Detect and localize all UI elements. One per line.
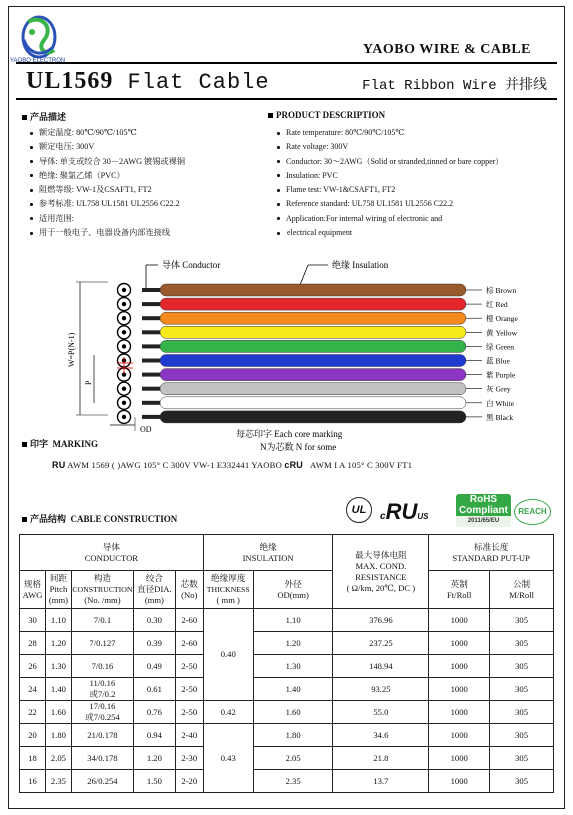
list-item: Rate temperature: 80℃/90℃/105℃ [277, 126, 503, 140]
desc-cn-heading: 产品描述 [22, 110, 66, 123]
resistance-header: 最大导体电阻 MAX. COND. RESISTANCE ( Ω/km, 20℃, DC ) [333, 535, 429, 609]
conductor-strand [142, 302, 162, 306]
m-roll-header: 公制 M/Roll [490, 571, 554, 609]
desc-en-heading: PRODUCT DESCRIPTION [268, 110, 385, 120]
ul-recognized-icon: RU [289, 460, 303, 470]
conductor-strand [142, 401, 162, 405]
table-header-row [20, 535, 554, 571]
conductor-dot [122, 344, 126, 348]
cable-construction-table [19, 534, 554, 793]
conductor-strand [142, 373, 162, 377]
wire-color-label: 橙 Orange [486, 314, 518, 324]
construction-heading: 产品结构 CABLE CONSTRUCTION [22, 512, 177, 525]
thickness-group-3: 0.43 [203, 724, 253, 793]
construction-header: 构造 CONSTRUCTION (No. /mm) [71, 571, 133, 609]
table-row: 24 1.40 11/0.16 或7/0.2 0.61 2-50 1.40 93.25 1000 305 [20, 678, 554, 701]
bullet-square-icon [22, 442, 27, 447]
bullet-square-icon [22, 517, 27, 522]
wire-band-purple [160, 369, 466, 381]
wire-color-label: 白 White [486, 398, 515, 408]
insulation-group-header: 绝缘 INSULATION [203, 535, 333, 571]
ul-listed-icon: UL [346, 497, 372, 523]
company-name: YAOBO WIRE & CABLE [362, 42, 531, 57]
conductor-strand [142, 415, 162, 419]
conductor-strand [142, 330, 162, 334]
c-mark-icon: c [284, 460, 290, 470]
wire-color-label: 红 Red [486, 300, 508, 310]
list-item: Conductor: 30～2AWG（Solid or stranded,tinned or bare copper） [277, 155, 503, 169]
putup-group-header: 标准长度 STANDARD PUT-UP [429, 535, 554, 571]
conductor-strand [142, 316, 162, 320]
title-rule [16, 98, 557, 100]
cores-header: 芯数 (No) [175, 571, 203, 609]
insulation-label: 绝缘 Insulation [332, 260, 389, 270]
conductor-strand [142, 344, 162, 348]
product-name: Flat Cable [127, 70, 270, 95]
list-item: 用于一般电子、电器设备内部连接线 [30, 226, 185, 240]
ft-roll-header: 英制 Ft/Roll [429, 571, 490, 609]
list-item: 额定温度: 80℃/90℃/105℃ [30, 126, 185, 140]
insulation-leader [300, 265, 308, 285]
list-item: 绝缘: 聚氯乙烯（PVC） [30, 169, 185, 183]
reach-icon: REACH [514, 499, 551, 525]
flat-cable-diagram [0, 255, 573, 455]
table-row: 26 1.30 7/0.16 0.49 2-50 1.30 148.94 1000 305 [20, 655, 554, 678]
list-item: 额定电压: 300V [30, 140, 185, 154]
desc-cn-list [30, 126, 185, 240]
bullet-square-icon [22, 115, 27, 120]
bullet-square-icon [268, 113, 273, 118]
table-row: 28 1.20 7/0.127 0.39 2-60 1.20 237.25 1000 305 [20, 632, 554, 655]
wire-band-orange [160, 312, 466, 324]
company-logo [14, 10, 64, 62]
wire-band-red [160, 298, 466, 310]
conductor-dot [122, 401, 126, 405]
table-header-row [20, 571, 554, 609]
table-row: 16 2.35 26/0.254 1.50 2-20 2.35 13.7 1000 305 [20, 770, 554, 793]
wire-color-label: 黑 Black [486, 412, 514, 422]
table-row: 30 1.10 7/0.1 0.30 2-60 0.40 1.10 376.96 1000 305 [20, 609, 554, 632]
thickness-group-2: 0.42 [203, 701, 253, 724]
table-row: 18 2.05 34/0.178 1.20 2-30 2.05 21.8 1000 305 [20, 747, 554, 770]
list-item: Rate voltage: 300V [277, 140, 503, 154]
wire-band-grey [160, 383, 466, 395]
wire-color-label: 蓝 Blue [486, 356, 510, 366]
conductor-dot [122, 316, 126, 320]
header-rule [16, 62, 557, 64]
list-item: 导体: 单支或绞合 30－2AWG 镀锡或裸铜 [30, 155, 185, 169]
thickness-header: 绝缘厚度 THICKNESS ( mm ) [203, 571, 253, 609]
wire-band-black [160, 411, 466, 423]
cul-us-icon: cRUUS [380, 499, 429, 524]
list-item: Insulation: PVC [277, 169, 503, 183]
conductor-dot [122, 288, 126, 292]
conductor-strand [142, 359, 162, 363]
wire-bands [142, 284, 466, 423]
conductor-dot [122, 415, 126, 419]
thickness-group-1: 0.40 [203, 609, 253, 701]
list-item: 参考标准: UL758 UL1581 UL2556 C22.2 [30, 197, 185, 211]
od-label: OD [140, 425, 152, 434]
wire-color-label: 黄 Yellow [486, 328, 518, 338]
conductor-label: 导体 Conductor [162, 260, 221, 270]
list-item: Reference standard: UL758 UL1581 UL2556 C22.2 [277, 197, 503, 211]
table-row: 22 1.60 17/0.16 或7/0.254 0.76 2-50 0.42 1.60 55.0 1000 305 [20, 701, 554, 724]
od-header: 外径 OD(mm) [253, 571, 333, 609]
wire-band-green [160, 340, 466, 352]
ul-recognized-icon: RU [52, 460, 66, 470]
core-marking-caption: 每芯印字 Each core marking [236, 429, 343, 439]
desc-en-list [277, 126, 503, 240]
diameter-header: 绞合 直径DIA. (mm) [133, 571, 175, 609]
table-row: 20 1.80 21/0.178 0.94 2-40 0.43 1.80 34.6 1000 305 [20, 724, 554, 747]
list-item: Application:For internal wiring of electronic and [277, 212, 503, 226]
rohs-compliant-icon: RoHS Compliant 2011/65/EU [456, 494, 511, 529]
conductor-dot [122, 302, 126, 306]
awg-header: 规格 AWG [20, 571, 46, 609]
logo-caption: YAOBO ELECTRON [10, 58, 66, 64]
conductor-strand [142, 288, 162, 292]
marking-heading: 印字 MARKING [22, 437, 98, 450]
cable-end-view [118, 284, 131, 424]
product-model: UL1569 [26, 68, 114, 94]
wire-band-blue [160, 355, 466, 367]
conductor-dot [122, 387, 126, 391]
list-item: Flame test: VW-1&CSAFT1, FT2 [277, 183, 503, 197]
list-item: 阻燃等级: VW-1及CSAFT1, FT2 [30, 183, 185, 197]
pitch-header: 间距 Pitch (mm) [45, 571, 71, 609]
pitch-label: P [84, 380, 93, 385]
conductor-group-header: 导体 CONDUCTOR [20, 535, 204, 571]
core-count-caption: N为芯数 N for some [260, 442, 337, 452]
width-formula-label: W=P(N-1) [67, 332, 76, 367]
product-subtitle: Flat Ribbon Wire 并排线 [362, 78, 547, 94]
product-title [26, 68, 270, 95]
list-item: electrical equipment [277, 226, 503, 240]
marking-text: RU AWM 1569 ( )AWG 105° C 300V VW-1 E332441 YAOBO cRU AWM I A 105° C 300V FT1 [52, 460, 413, 470]
wire-band-brown [160, 284, 466, 296]
conductor-dot [122, 330, 126, 334]
wire-color-label: 棕 Brown [486, 286, 517, 295]
wire-color-label: 灰 Grey [486, 384, 511, 394]
list-item: 适用范围: [30, 212, 185, 226]
wire-band-white [160, 397, 466, 409]
wire-color-label: 绿 Green [486, 342, 515, 352]
wire-band-yellow [160, 326, 466, 338]
wire-color-labels [466, 285, 518, 422]
wire-color-label: 紫 Purple [486, 370, 516, 380]
conductor-strand [142, 387, 162, 391]
